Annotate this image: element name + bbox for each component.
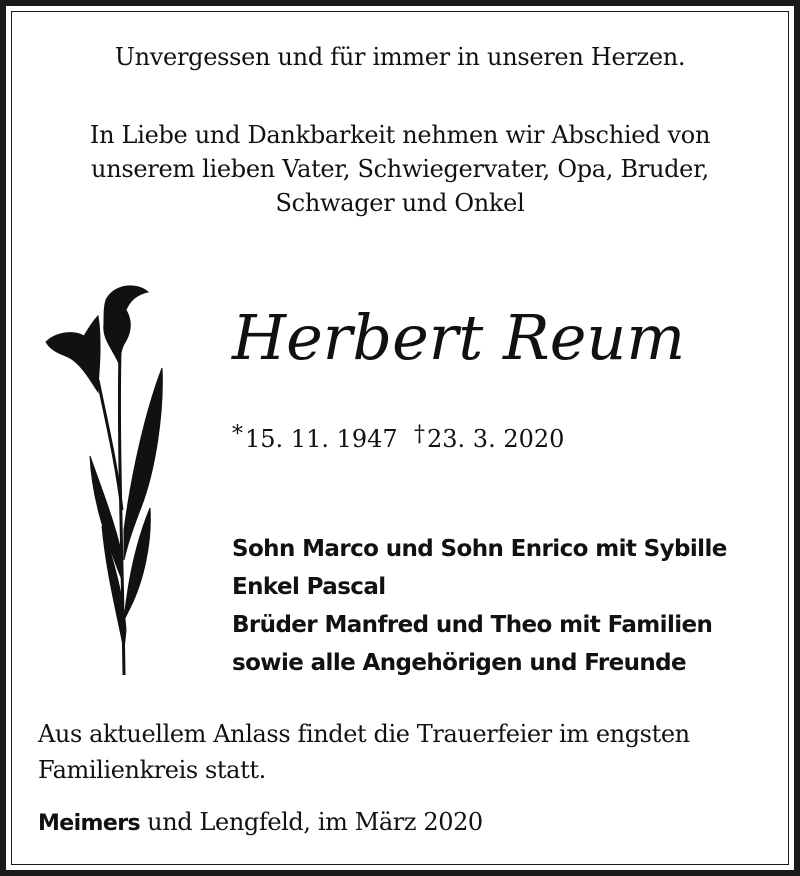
intro-line-3: unserem lieben Vater, Schwiegervater, Opa, Bruder, [91,155,709,183]
intro-line-2: In Liebe und Dankbarkeit nehmen wir Abschied von [89,121,711,149]
death-date-line [414,424,564,456]
death-date: 23. 3. 2020 [427,425,565,453]
mourners-list [232,530,727,682]
calla-lily-icon [40,280,170,680]
signature-place-bold: Meimers [38,811,140,836]
mourner-line: sowie alle Angehörigen und Freunde [232,650,687,676]
mourner-line: Sohn Marco und Sohn Enrico mit Sybille [232,536,727,562]
signature-line [38,804,483,842]
birth-date-line [232,424,398,456]
signature-rest: und Lengfeld, im März 2020 [139,808,483,836]
death-symbol: † [414,422,425,447]
birth-symbol: * [232,422,243,447]
intro-heading [40,40,760,74]
intro-line-1: Unvergessen und für immer in unseren Herzen. [114,43,686,71]
deceased-name: Herbert Reum [232,301,686,374]
mourner-line: Enkel Pascal [232,574,386,600]
intro-farewell [40,118,760,220]
notice-line-1: Aus aktuellem Anlass findet die Trauerfeier im engsten [38,720,690,748]
mourner-line: Brüder Manfred und Theo mit Familien [232,612,713,638]
notice-line-2: Familienkreis statt. [38,756,266,784]
intro-line-4: Schwager und Onkel [275,189,525,217]
funeral-notice [38,716,758,788]
birth-date: 15. 11. 1947 [245,425,398,453]
